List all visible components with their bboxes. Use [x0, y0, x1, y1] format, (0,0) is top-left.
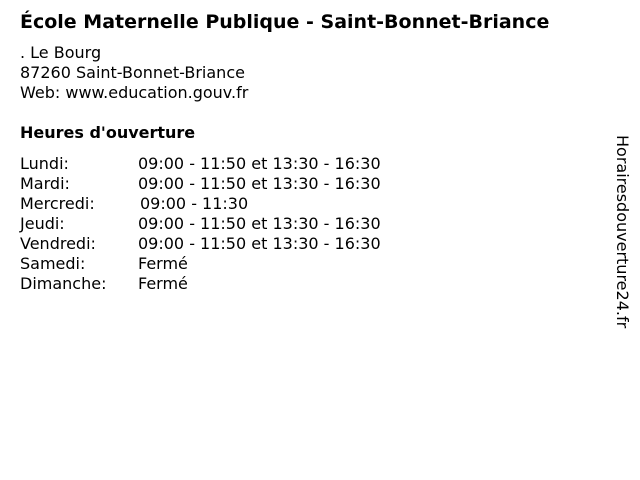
- time-value: 09:00 - 11:50 et 13:30 - 16:30: [138, 174, 381, 193]
- time-value: Fermé: [138, 274, 188, 293]
- day-label: Jeudi:: [20, 214, 65, 233]
- day-label: Vendredi:: [20, 234, 96, 253]
- page-title: École Maternelle Publique - Saint-Bonnet-Briance: [20, 11, 550, 33]
- day-label: Mardi:: [20, 174, 70, 193]
- brand-watermark: [612, 135, 632, 375]
- hours-heading: Heures d'ouverture: [20, 123, 196, 142]
- day-label: Dimanche:: [20, 274, 107, 293]
- address-street: . Le Bourg: [20, 43, 102, 62]
- time-value: 09:00 - 11:50 et 13:30 - 16:30: [138, 234, 381, 253]
- brand-text: Horairesdouverture24.fr: [613, 135, 632, 329]
- time-value: Fermé: [138, 254, 188, 273]
- time-value: 09:00 - 11:50 et 13:30 - 16:30: [138, 214, 381, 233]
- time-value: 09:00 - 11:50 et 13:30 - 16:30: [138, 154, 381, 173]
- address-block: [20, 43, 248, 103]
- day-label: Mercredi:: [20, 194, 95, 213]
- day-label: Samedi:: [20, 254, 86, 273]
- address-city: 87260 Saint-Bonnet-Briance: [20, 63, 245, 82]
- time-value: 09:00 - 11:30: [140, 194, 249, 213]
- day-label: Lundi:: [20, 154, 69, 173]
- website-link[interactable]: Web: www.education.gouv.fr: [20, 83, 249, 102]
